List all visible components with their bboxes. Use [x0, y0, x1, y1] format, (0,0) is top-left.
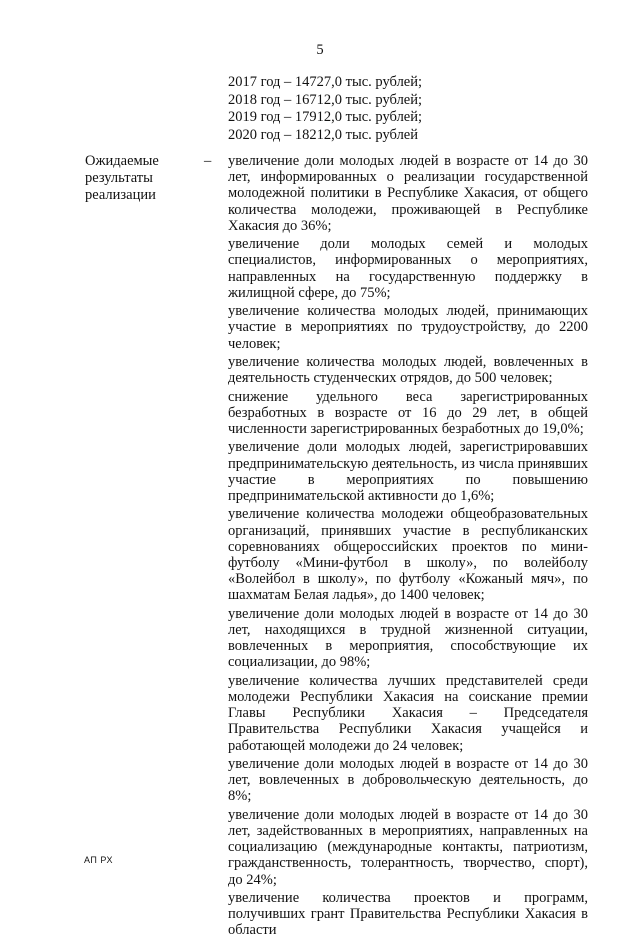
result-item: снижение удельного веса зарегистрированных безработных в возрасте от 16 до 29 лет, в общей численности зарегистрированных безработных до 19,0%;: [228, 388, 588, 437]
expected-results-list: [228, 153, 588, 941]
section-label-line: результаты: [85, 170, 153, 186]
section-label-line: реализации: [85, 187, 156, 203]
result-item: увеличение доли молодых людей, зарегистрировавших предпринимательскую деятельность, из числа принявших участие в мероприятиях по повышению предпринимательской активности до 1,6%;: [228, 439, 588, 504]
result-item: увеличение количества лучших представителей среди молодежи Республики Хакасия на соискание премии Главы Республики Хакасия – Председателя Правительства Республики Хакасия учащейся и работающей молодежи до 24 человек;: [228, 672, 588, 754]
section-label: [85, 153, 195, 204]
result-item: увеличение доли молодых семей и молодых специалистов, информированных о мероприятиях, направленных на государственную поддержку в жилищной сфере, до 75%;: [228, 236, 588, 301]
page-number: 5: [316, 42, 324, 58]
result-item: увеличение доли молодых людей в возрасте от 14 до 30 лет, задействованных в мероприятиях, направленных на социализацию (международные контакты, патриотизм, гражданственность, толерантность, творчество, спорт), до 24%;: [228, 806, 588, 888]
result-item: увеличение количества молодежи общеобразовательных организаций, принявших участие в республиканских соревнованиях общероссийских проектов по мини-футболу «Мини-футбол в школу», по волейболу «Волейбол в школу», по футболу «Кожаный мяч», по шахматам Белая ладья», до 1400 человек;: [228, 506, 588, 604]
result-item: увеличение количества проектов и программ, получивших грант Правительства Республики Хакасия в области: [228, 890, 588, 939]
result-item: увеличение доли молодых людей в возрасте от 14 до 30 лет, вовлеченных в добровольческую деятельность, до 8%;: [228, 756, 588, 805]
budget-line: 2017 год – 14727,0 тыс. рублей;: [228, 74, 423, 90]
budget-line: 2020 год – 18212,0 тыс. рублей: [228, 126, 419, 143]
result-item: увеличение доли молодых людей в возрасте от 14 до 30 лет, информированных о реализации государственной молодежной политики в Республике Хакасия, от общего количества молодежи, проживающей в Республике Хакасия до 36%;: [228, 153, 588, 234]
result-item: увеличение количества молодых людей, вовлеченных в деятельность студенческих отрядов, до 500 человек;: [228, 354, 588, 387]
result-item: увеличение количества молодых людей, принимающих участие в мероприятиях по трудоустройству, до 2200 человек;: [228, 303, 588, 352]
section-label-line: Ожидаемые: [85, 153, 159, 169]
budget-list: [228, 74, 422, 144]
budget-line: 2019 год – 17912,0 тыс. рублей;: [228, 109, 423, 125]
result-item: увеличение доли молодых людей в возрасте от 14 до 30 лет, находящихся в трудной жизненной ситуации, вовлеченных в мероприятия, способствующие их социализации, до 98%;: [228, 605, 588, 671]
footer-code: АП РХ: [84, 855, 113, 865]
budget-line: 2018 год – 16712,0 тыс. рублей;: [228, 91, 423, 108]
section-dash: –: [204, 153, 212, 169]
